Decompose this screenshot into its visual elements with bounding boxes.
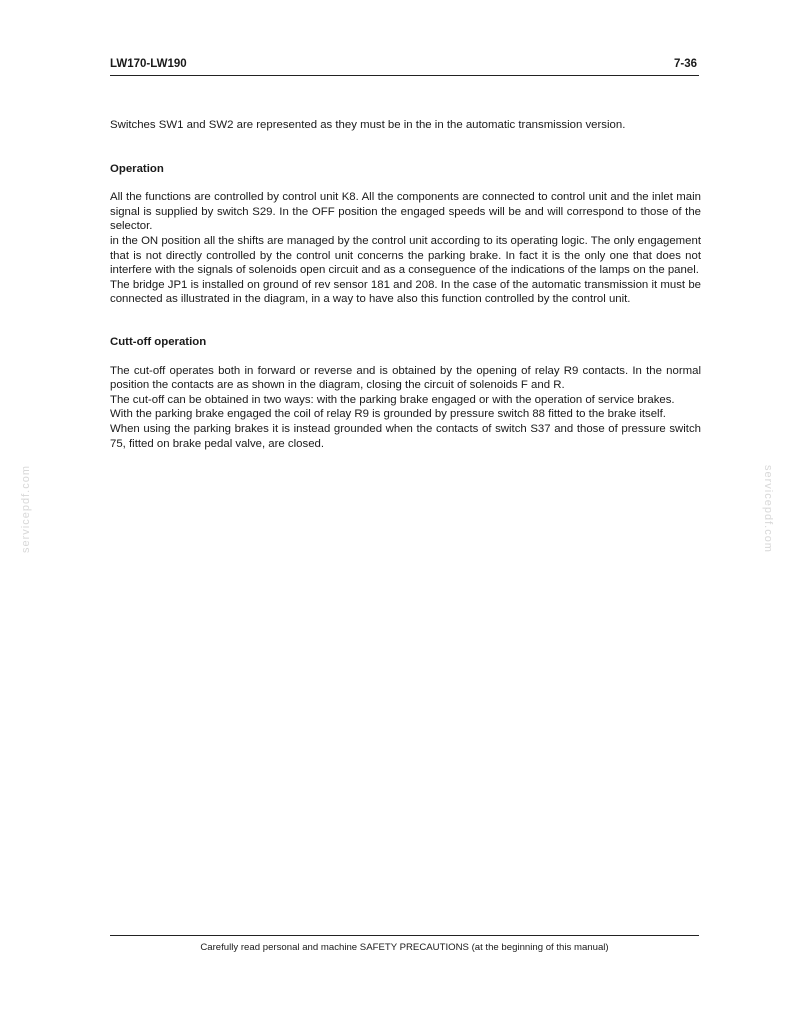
paragraph: When using the parking brakes it is instead grounded when the contacts of switch S37 and those of pressure switch 75, fitted on brake pedal valve, are closed. [110,422,701,450]
paragraph: The bridge JP1 is installed on ground of rev sensor 181 and 208. In the case of the automatic transmission it must be connected as illustrated in the diagram, in a way to have also this function controlled by the control unit. [110,278,701,306]
footer-safety-note: Carefully read personal and machine SAFETY PRECAUTIONS (at the beginning of this manual) [200,942,609,953]
section-heading: Operation [110,162,164,175]
paragraph: The cut-off operates both in forward or reverse and is obtained by the opening of relay R9 contacts. In the normal position the contacts are as shown in the diagram, closing the circuit of solenoids F and R. [110,364,701,392]
paragraph: With the parking brake engaged the coil of relay R9 is grounded by pressure switch 88 fitted to the brake itself. [110,408,666,421]
section-cutoff-operation [110,335,701,451]
page-header [110,58,699,76]
document-body [110,118,701,479]
watermark-right: servicepdf.com [762,465,774,553]
watermark-left: servicepdf.com [20,465,32,553]
intro-paragraph: Switches SW1 and SW2 are represented as they must be in the in the automatic transmission version. [110,119,626,131]
page-number: 7-36 [673,58,697,70]
footer-divider [110,935,699,936]
section-operation [110,162,701,307]
section-heading: Cutt-off operation [110,335,207,348]
paragraph: in the ON position all the shifts are managed by the control unit according to its operating logic. The only engagement that is not directly controlled by the control unit concerns the parking brake. In fact it is the only one that does not interfere with the signals of solenoids open circuit and as a conseguence of the indications of the lamps on the panel. [110,234,701,277]
paragraph: All the functions are controlled by control unit K8. All the components are connected to control unit and the inlet main signal is supplied by switch S29. In the OFF position the engaged speeds will be and will correspond to those of the selector. [110,191,701,233]
paragraph: The cut-off can be obtained in two ways: with the parking brake engaged or with the operation of service brakes. [110,393,675,406]
model-title: LW170-LW190 [110,58,187,70]
